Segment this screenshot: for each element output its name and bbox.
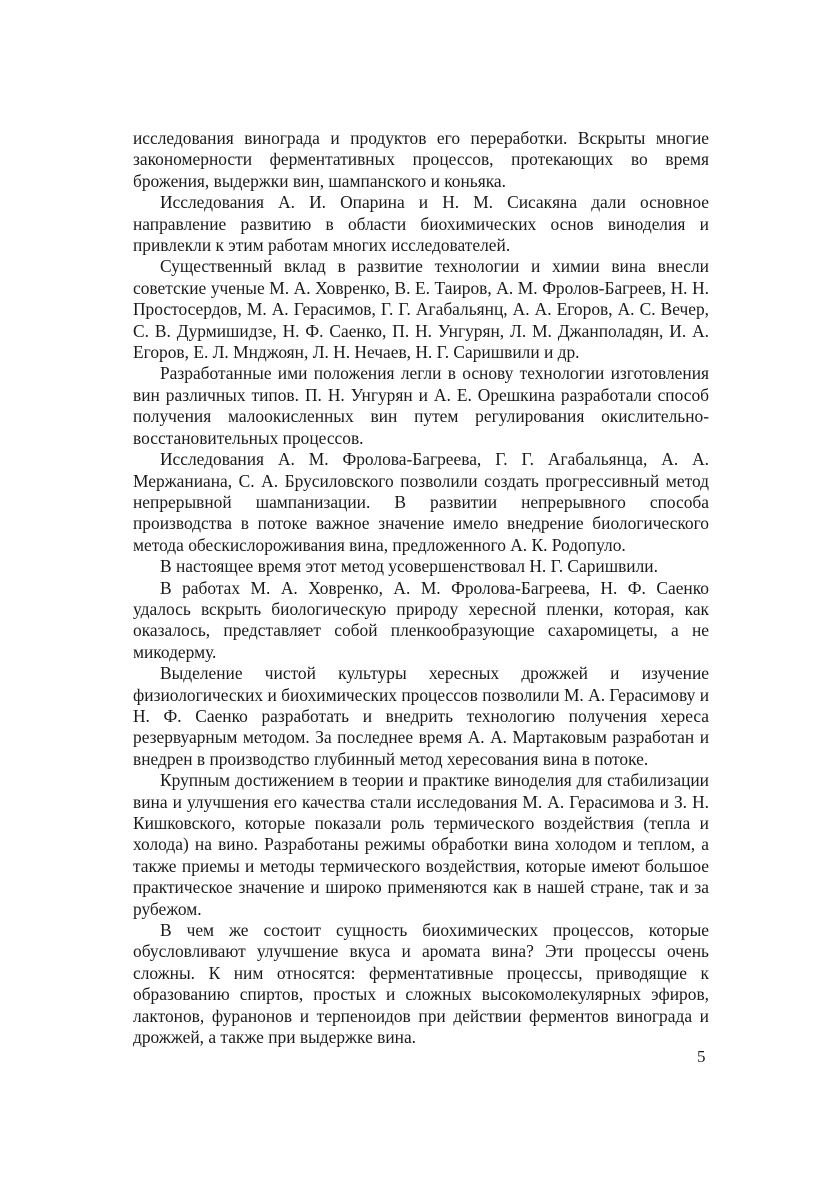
paragraph-sherry-yeast: Выделение чистой культуры хересных дрожжей и изучение физиологических и биохимических процессов позволили М. А. Герасимову и Н. Ф. Саенко разработать и внедрить технологию получения хереса резервуарным методом. За последнее время А. А. Мартаковым разработан и внедрен в производство глубинный метод хересования вина в потоке. xyxy=(133,663,709,769)
page-number: 5 xyxy=(697,1047,706,1066)
paragraph-sherry-film: В работах М. А. Ховренко, А. М. Фролова-Багреева, Н. Ф. Саенко удалось вскрыть биологическую природу хересной пленки, которая, как оказалось, представляет собой пленкообразующие сахаромицеты, а не микодерму. xyxy=(133,577,709,662)
paragraph-oparin-sisakyan: Исследования А. И. Опарина и Н. М. Сисакяна дали основное направление развитию в области биохимических основ виноделия и привлекли к этим работам многих исследователей. xyxy=(133,192,709,256)
paragraph-thermal-treatment: Крупным достижением в теории и практике виноделия для стабилизации вина и улучшения его качества стали исследования М. А. Герасимова и З. Н. Кишковского, которые показали роль термического воздействия (тепла и холода) на вино. Разработаны режимы обработки вина холодом и теплом, а также приемы и методы термического воздействия, которые имеют большое практическое значение и широко применяются как в нашей стране, так и за рубежом. xyxy=(133,770,709,919)
paragraph-biochemical-processes: В чем же состоит сущность биохимических процессов, которые обусловливают улучшение вкуса и аромата вина? Эти процессы очень сложны. К ним относятся: ферментативные процессы, приводящие к образованию спиртов, простых и сложных высокомолекулярных эфиров, лактонов, фуранонов и терпеноидов при действии ферментов винограда и дрожжей, а также при выдержке вина. xyxy=(133,920,709,1048)
body-text xyxy=(133,128,709,1048)
paragraph-continuous-champagnization: Исследования А. М. Фролова-Багреева, Г. Г. Агабальянца, А. А. Мержаниана, С. А. Брусиловского позволили создать прогрессивный метод непрерывной шампанизации. В развитии непрерывного способа производства в потоке важное значение имело внедрение биологического метода обескислороживания вина, предложенного А. К. Родопуло. xyxy=(133,449,709,555)
paragraph-continuation: исследования винограда и продуктов его переработки. Вскрыты многие закономерности ферментативных процессов, протекающих во время брожения, выдержки вин, шампанского и коньяка. xyxy=(133,128,709,191)
paragraph-soviet-scientists: Существенный вклад в развитие технологии и химии вина внесли советские ученые М. А. Ховренко, В. Е. Таиров, А. М. Фролов-Багреев, Н. Н. Простосердов, М. А. Герасимов, Г. Г. Агабальянц, А. А. Егоров, А. С. Вечер, С. В. Дурмишидзе, Н. Ф. Саенко, П. Н. Унгурян, Л. М. Джанполадян, И. А. Егоров, Е. Л. Мнджоян, Л. Н. Нечаев, Н. Г. Саришвили и др. xyxy=(133,256,709,363)
paragraph-wine-technology: Разработанные ими положения легли в основу технологии изготовления вин различных типов. П. Н. Унгурян и А. Е. Орешкина разработали способ получения малоокисленных вин путем регулирования окислительно-восстановительных процессов. xyxy=(133,363,709,448)
paragraph-current-method: В настоящее время этот метод усовершенствовал Н. Г. Саришвили. xyxy=(160,556,658,577)
